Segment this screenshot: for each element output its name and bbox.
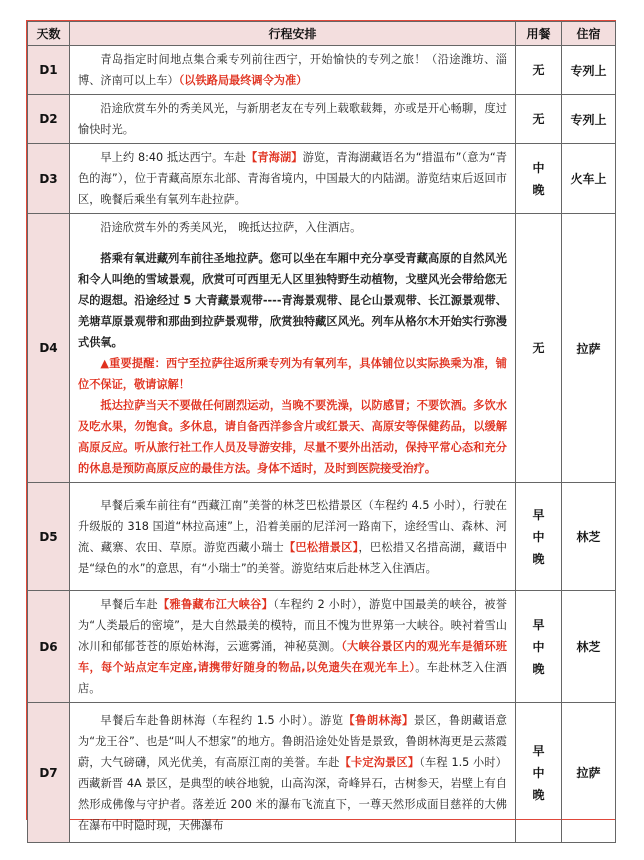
table-row bbox=[28, 483, 616, 591]
header-plan: 行程安排 bbox=[70, 22, 516, 46]
meal-cell bbox=[516, 144, 562, 214]
plan-paragraph bbox=[78, 594, 507, 699]
table-row bbox=[28, 95, 616, 144]
scenic-spot-name: 【鲁朗林海】 bbox=[343, 713, 414, 727]
important-reminder: ▲重要提醒：西宁至拉萨往返所乘专列为有氧列车，具体铺位以实际换乘为准，铺位不保证，敬请谅解！ bbox=[78, 357, 507, 391]
plan-cell bbox=[70, 591, 516, 703]
meal-item: 晚 bbox=[532, 787, 545, 802]
header-meal: 用餐 bbox=[516, 22, 562, 46]
stay-cell: 林芝 bbox=[562, 591, 616, 703]
plan-text: 景区，鲁朗藏语意为“龙王谷”、也是“叫人不想家”的地方。鲁朗沿途处处皆是景致，鲁朗林海更是云蒸霞蔚，大气磅礴，风光优美，有高原江南的美誉。车赴 bbox=[78, 713, 507, 769]
plan-paragraph: 沿途欣赏车外的秀美风光， 晚抵达拉萨，入住酒店。 bbox=[100, 221, 362, 234]
plan-paragraph bbox=[78, 49, 507, 91]
day-cell: D7 bbox=[28, 703, 70, 843]
meal-cell bbox=[516, 95, 562, 144]
plan-note: （大峡谷景区内的观光车是循环班车，每个站点定车定座,请携带好随身的物品,以免遗失在观光车上） bbox=[78, 640, 507, 674]
meal-item: 中 bbox=[532, 160, 545, 175]
plan-paragraph-bold: 搭乘有氧进藏列车前往圣地拉萨。您可以坐在车厢中充分享受青藏高原的自然风光和令人叫绝的雪域景观，欣赏可可西里无人区里独特野生动植物，戈壁风光会带给您无尽的遐想。沿途经过 5 大青藏景观带----青海景观带、昆仑山景观带、长江源景观带、羌塘草原景观带和那曲到拉萨景观带，欣赏独特藏区风光。列车从格尔木开始实行弥漫式供氧。 bbox=[78, 252, 507, 349]
plan-cell bbox=[70, 95, 516, 144]
header-row bbox=[28, 22, 616, 46]
day-cell: D1 bbox=[28, 46, 70, 95]
stay-cell: 火车上 bbox=[562, 144, 616, 214]
plan-cell bbox=[70, 483, 516, 591]
spacer bbox=[78, 238, 507, 248]
plan-paragraph bbox=[78, 147, 507, 210]
day-cell: D2 bbox=[28, 95, 70, 144]
meal-item: 无 bbox=[532, 112, 545, 126]
stay-cell: 专列上 bbox=[562, 46, 616, 95]
header-day: 天数 bbox=[28, 22, 70, 46]
plan-text: ，巴松措又名措高湖，藏语中是“绿色的水”的意思，有“小瑞士”的美誉。游览结束后赴林芝入住酒店。 bbox=[78, 540, 507, 575]
table-row bbox=[28, 46, 616, 95]
plan-text: 早餐后车赴鲁朗林海（车程约 1.5 小时）。游览 bbox=[100, 713, 344, 727]
scenic-spot-name: 【巴松措景区】 bbox=[283, 540, 359, 554]
plan-cell bbox=[70, 144, 516, 214]
meal-item: 无 bbox=[532, 63, 545, 77]
stay-cell: 专列上 bbox=[562, 95, 616, 144]
plan-text: 游览，青海湖藏语名为“措温布”（意为“青色的海”），位于青藏高原东北部、青海省境内，中国最大的内陆湖。游览结束后返回市区，晚餐后乘坐有氧列车赴拉萨。 bbox=[78, 151, 507, 206]
plan-text: 早上约 8:40 抵达西宁。车赴 bbox=[100, 151, 247, 164]
header-stay: 住宿 bbox=[562, 22, 616, 46]
stay-cell: 林芝 bbox=[562, 483, 616, 591]
plan-cell bbox=[70, 46, 516, 95]
itinerary-table bbox=[27, 21, 616, 843]
plan-text: （车程 1.5 小时）西藏新晋 4A 景区，是典型的峡谷地貌，山高沟深，奇峰异石，古树参天，岩壁上有自然形成佛像与守护者。落差近 200 米的瀑布飞流直下，一尊天然形成面目慈祥的大佛在瀑布中时隐时现，天佛瀑布 bbox=[78, 755, 507, 832]
meal-cell bbox=[516, 46, 562, 95]
plan-text: 早餐后乘车前往有“西藏江南”美誉的林芝巴松措景区（车程约 4.5 小时），行驶在升级版的 318 国道“林拉高速”上，沿着美丽的尼洋河一路南下，途经雪山、森林、河流、藏寨、农田、草原。游览西藏小瑞士 bbox=[78, 498, 507, 554]
plan-text: 早餐后车赴 bbox=[100, 598, 158, 611]
scenic-spot-name: 【卡定沟景区】 bbox=[339, 755, 420, 769]
altitude-advice: 抵达拉萨当天不要做任何剧烈运动，当晚不要洗澡，以防感冒；不要饮酒。多饮水及吃水果，勿饱食。多休息，请自备西洋参含片或红景天、高原安等保健药品，以缓解高原反应。听从旅行社工作人员及导游安排，尽量不要外出活动，保持平常心态和充分的休息是预防高原反应的最佳方法。身体不适时，及时到医院接受治疗。 bbox=[78, 399, 507, 475]
meal-item: 早 bbox=[532, 743, 545, 758]
meal-item: 中 bbox=[532, 639, 545, 654]
meal-cell bbox=[516, 591, 562, 703]
plan-paragraph: 沿途欣赏车外的秀美风光，与新朋老友在专列上载歌载舞，亦或是开心畅聊，度过愉快时光。 bbox=[78, 102, 507, 136]
plan-paragraph bbox=[78, 710, 507, 836]
table-row bbox=[28, 703, 616, 843]
plan-text: 青岛指定时间地点集合乘专列前往西宁，开始愉快的专列之旅！（沿途潍坊、淄博、济南可以上车） bbox=[78, 53, 507, 87]
meal-cell bbox=[516, 703, 562, 843]
meal-item: 中 bbox=[532, 529, 545, 544]
table-row bbox=[28, 214, 616, 483]
plan-cell bbox=[70, 214, 516, 483]
table-row bbox=[28, 144, 616, 214]
plan-cell bbox=[70, 703, 516, 843]
meal-cell bbox=[516, 214, 562, 483]
meal-item: 早 bbox=[532, 617, 545, 632]
day-cell: D6 bbox=[28, 591, 70, 703]
day-cell: D4 bbox=[28, 214, 70, 483]
meal-item: 中 bbox=[532, 765, 545, 780]
day-cell: D5 bbox=[28, 483, 70, 591]
itinerary-frame bbox=[26, 20, 616, 832]
stay-cell: 拉萨 bbox=[562, 214, 616, 483]
plan-text: 。车赴林芝入住酒店。 bbox=[78, 661, 507, 695]
meal-item: 无 bbox=[532, 341, 545, 355]
meal-cell bbox=[516, 483, 562, 591]
meal-item: 早 bbox=[532, 507, 545, 522]
meal-item: 晚 bbox=[532, 182, 545, 197]
meal-item: 晚 bbox=[532, 661, 545, 676]
plan-paragraph bbox=[78, 495, 507, 579]
table-row bbox=[28, 591, 616, 703]
stay-cell: 拉萨 bbox=[562, 703, 616, 843]
day-cell: D3 bbox=[28, 144, 70, 214]
scenic-spot-name: 【青海湖】 bbox=[246, 151, 303, 164]
plan-text: （车程约 2 小时），游览中国最美的峡谷，被誉为“人类最后的密境”，是大自然最美的模特，而且不愧为世界第一大峡谷。映衬着雪山冰川和郁郁苍苍的原始林海，云遮雾涌，神秘莫测。 bbox=[78, 598, 507, 653]
scenic-spot-name: 【雅鲁藏布江大峡谷】 bbox=[158, 598, 274, 611]
meal-item: 晚 bbox=[532, 551, 545, 566]
plan-note: （以铁路局最终调令为准） bbox=[178, 74, 308, 87]
